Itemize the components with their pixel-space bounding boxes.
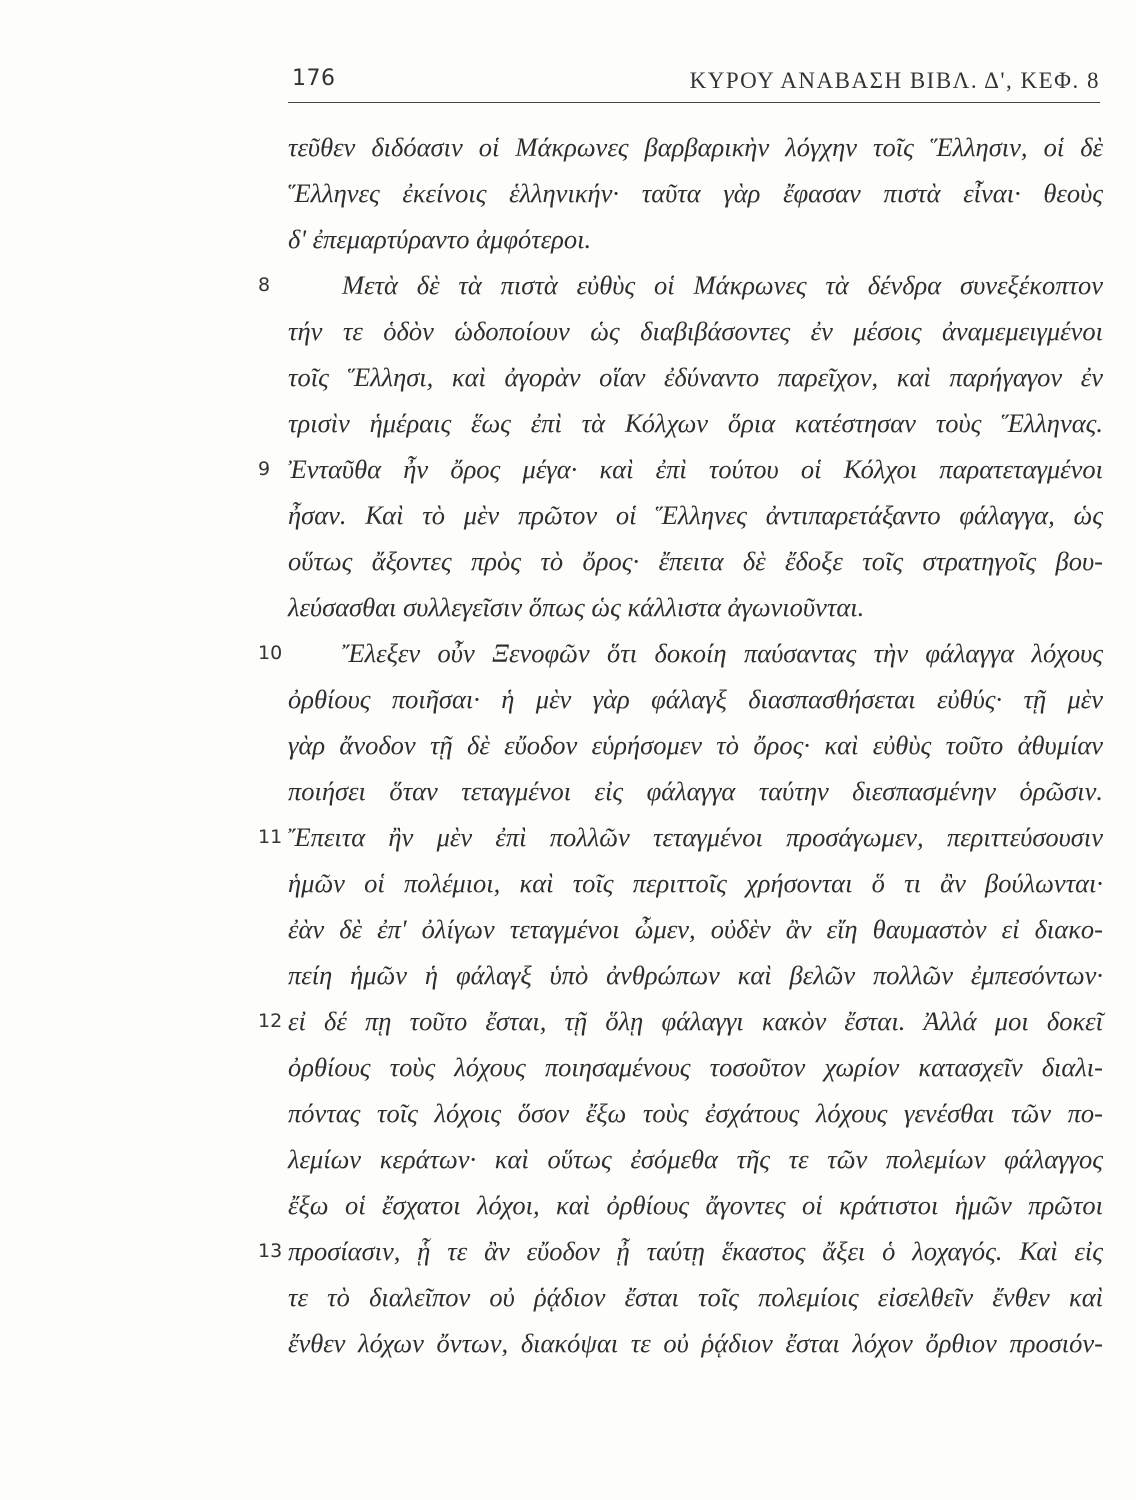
text-line (288, 124, 1103, 170)
text-line (288, 584, 1103, 630)
text-line (288, 906, 1103, 952)
line-text: ἔξω οἱ ἔσχατοι λόχοι, καὶ ὀρθίους ἄγοντες οἱ κράτιστοι ἡμῶν πρῶτοι (288, 1190, 1103, 1220)
line-text: τρισὶν ἡμέραις ἕως ἐπὶ τὰ Κόλχων ὅρια κατέστησαν τοὺς Ἕλληνας. (288, 408, 1103, 438)
text-line (258, 262, 1103, 308)
line-text: τοῖς Ἕλλησι, καὶ ἀγορὰν οἵαν ἐδύναντο παρεῖχον, καὶ παρήγαγον ἐν (288, 362, 1103, 392)
text-line (288, 1090, 1103, 1136)
text-line (288, 492, 1103, 538)
section-number: 13 (258, 1240, 283, 1262)
main-text (258, 124, 1103, 1366)
line-text: λεύσασθαι συλλεγεῖσιν ὅπως ὡς κάλλιστα ἀγωνιοῦνται. (288, 592, 865, 622)
text-line (288, 952, 1103, 998)
text-line (288, 400, 1103, 446)
text-line (288, 308, 1103, 354)
line-text: Ἕλληνες ἐκείνοις ἑλληνικήν· ταῦτα γὰρ ἔφασαν πιστὰ εἶναι· θεοὺς (288, 178, 1103, 208)
text-line (288, 860, 1103, 906)
line-text: ἔνθεν λόχων ὄντων, διακόψαι τε οὐ ῥᾴδιον ἔσται λόχον ὄρθιον προσιόν- (288, 1328, 1103, 1358)
text-line (258, 1228, 1103, 1274)
text-line (258, 814, 1103, 860)
line-text: ποιήσει ὅταν τεταγμένοι εἰς φάλαγγα ταύτην διεσπασμένην ὁρῶσιν. (288, 776, 1103, 806)
text-line (288, 1320, 1103, 1366)
text-line (288, 722, 1103, 768)
line-text: Μετὰ δὲ τὰ πιστὰ εὐθὺς οἱ Μάκρωνες τὰ δένδρα συνεξέκοπτον (342, 270, 1103, 300)
line-text: τεῦθεν διδόασιν οἱ Μάκρωνες βαρβαρικὴν λόγχην τοῖς Ἕλλησιν, οἱ δὲ (288, 132, 1103, 162)
text-line (258, 446, 1103, 492)
line-text: ὀρθίους ποιῆσαι· ἡ μὲν γὰρ φάλαγξ διασπασθήσεται εὐθύς· τῇ μὲν (288, 684, 1103, 714)
text-line (288, 768, 1103, 814)
text-line (288, 1136, 1103, 1182)
text-line (288, 1044, 1103, 1090)
section-number: 11 (258, 826, 283, 848)
line-text: δ' ἐπεμαρτύραντο ἀμφότεροι. (288, 224, 592, 254)
text-line (288, 170, 1103, 216)
line-text: ἡμῶν οἱ πολέμιοι, καὶ τοῖς περιττοῖς χρήσονται ὅ τι ἂν βούλωνται· (288, 868, 1103, 898)
line-text: πείη ἡμῶν ἡ φάλαγξ ὑπὸ ἀνθρώπων καὶ βελῶν πολλῶν ἐμπεσόντων· (288, 960, 1103, 990)
line-text: γὰρ ἄνοδον τῇ δὲ εὔοδον εὑρήσομεν τὸ ὄρος· καὶ εὐθὺς τοῦτο ἀθυμίαν (288, 730, 1103, 760)
text-line (288, 216, 1103, 262)
section-number: 12 (258, 1010, 283, 1032)
text-line (258, 998, 1103, 1044)
line-text: ἦσαν. Καὶ τὸ μὲν πρῶτον οἱ Ἕλληνες ἀντιπαρετάξαντο φάλαγγα, ὡς (288, 500, 1103, 530)
line-text: τε τὸ διαλεῖπον οὐ ῥᾴδιον ἔσται τοῖς πολεμίοις εἰσελθεῖν ἔνθεν καὶ (288, 1282, 1103, 1312)
line-text: Ἐνταῦθα ἦν ὄρος μέγα· καὶ ἐπὶ τούτου οἱ Κόλχοι παρατεταγμένοι (288, 454, 1103, 484)
text-line (288, 1182, 1103, 1228)
text-line (288, 1274, 1103, 1320)
text-line (258, 630, 1103, 676)
line-text: προσίασιν, ᾗ τε ἂν εὔοδον ᾖ ταύτῃ ἕκαστος ἄξει ὁ λοχαγός. Καὶ εἰς (288, 1236, 1103, 1266)
line-text: Ἔλεξεν οὖν Ξενοφῶν ὅτι δοκοίη παύσαντας τὴν φάλαγγα λόχους (342, 638, 1103, 668)
line-text: Ἔπειτα ἢν μὲν ἐπὶ πολλῶν τεταγμένοι προσάγωμεν, περιττεύσουσιν (288, 822, 1103, 852)
section-number: 8 (258, 274, 271, 296)
line-text: εἰ δέ πῃ τοῦτο ἔσται, τῇ ὅλῃ φάλαγγι κακὸν ἔσται. Ἀλλά μοι δοκεῖ (288, 1006, 1103, 1036)
page-header (288, 62, 1100, 103)
section-number: 9 (258, 458, 271, 480)
line-text: ἐὰν δὲ ἐπ' ὀλίγων τεταγμένοι ὦμεν, οὐδὲν ἂν εἴη θαυμαστὸν εἰ διακο- (288, 914, 1103, 944)
text-line (288, 354, 1103, 400)
section-number: 10 (258, 642, 283, 664)
line-text: λεμίων κεράτων· καὶ οὕτως ἐσόμεθα τῆς τε τῶν πολεμίων φάλαγγος (288, 1144, 1103, 1174)
page-number: 176 (292, 66, 336, 91)
running-head: ΚΥΡΟΥ ΑΝΑΒΑΣΗ ΒΙΒΛ. Δ', ΚΕΦ. 8 (689, 68, 1100, 93)
line-text: τήν τε ὁδὸν ὡδοποίουν ὡς διαβιβάσοντες ἐν μέσοις ἀναμεμειγμένοι (288, 316, 1103, 346)
text-line (288, 676, 1103, 722)
line-text: ὀρθίους τοὺς λόχους ποιησαμένους τοσοῦτον χωρίον κατασχεῖν διαλι- (288, 1052, 1103, 1082)
line-text: πόντας τοῖς λόχοις ὅσον ἔξω τοὺς ἐσχάτους λόχους γενέσθαι τῶν πο- (288, 1098, 1103, 1128)
line-text: οὕτως ἄξοντες πρὸς τὸ ὄρος· ἔπειτα δὲ ἔδοξε τοῖς στρατηγοῖς βου- (288, 546, 1103, 576)
text-line (288, 538, 1103, 584)
